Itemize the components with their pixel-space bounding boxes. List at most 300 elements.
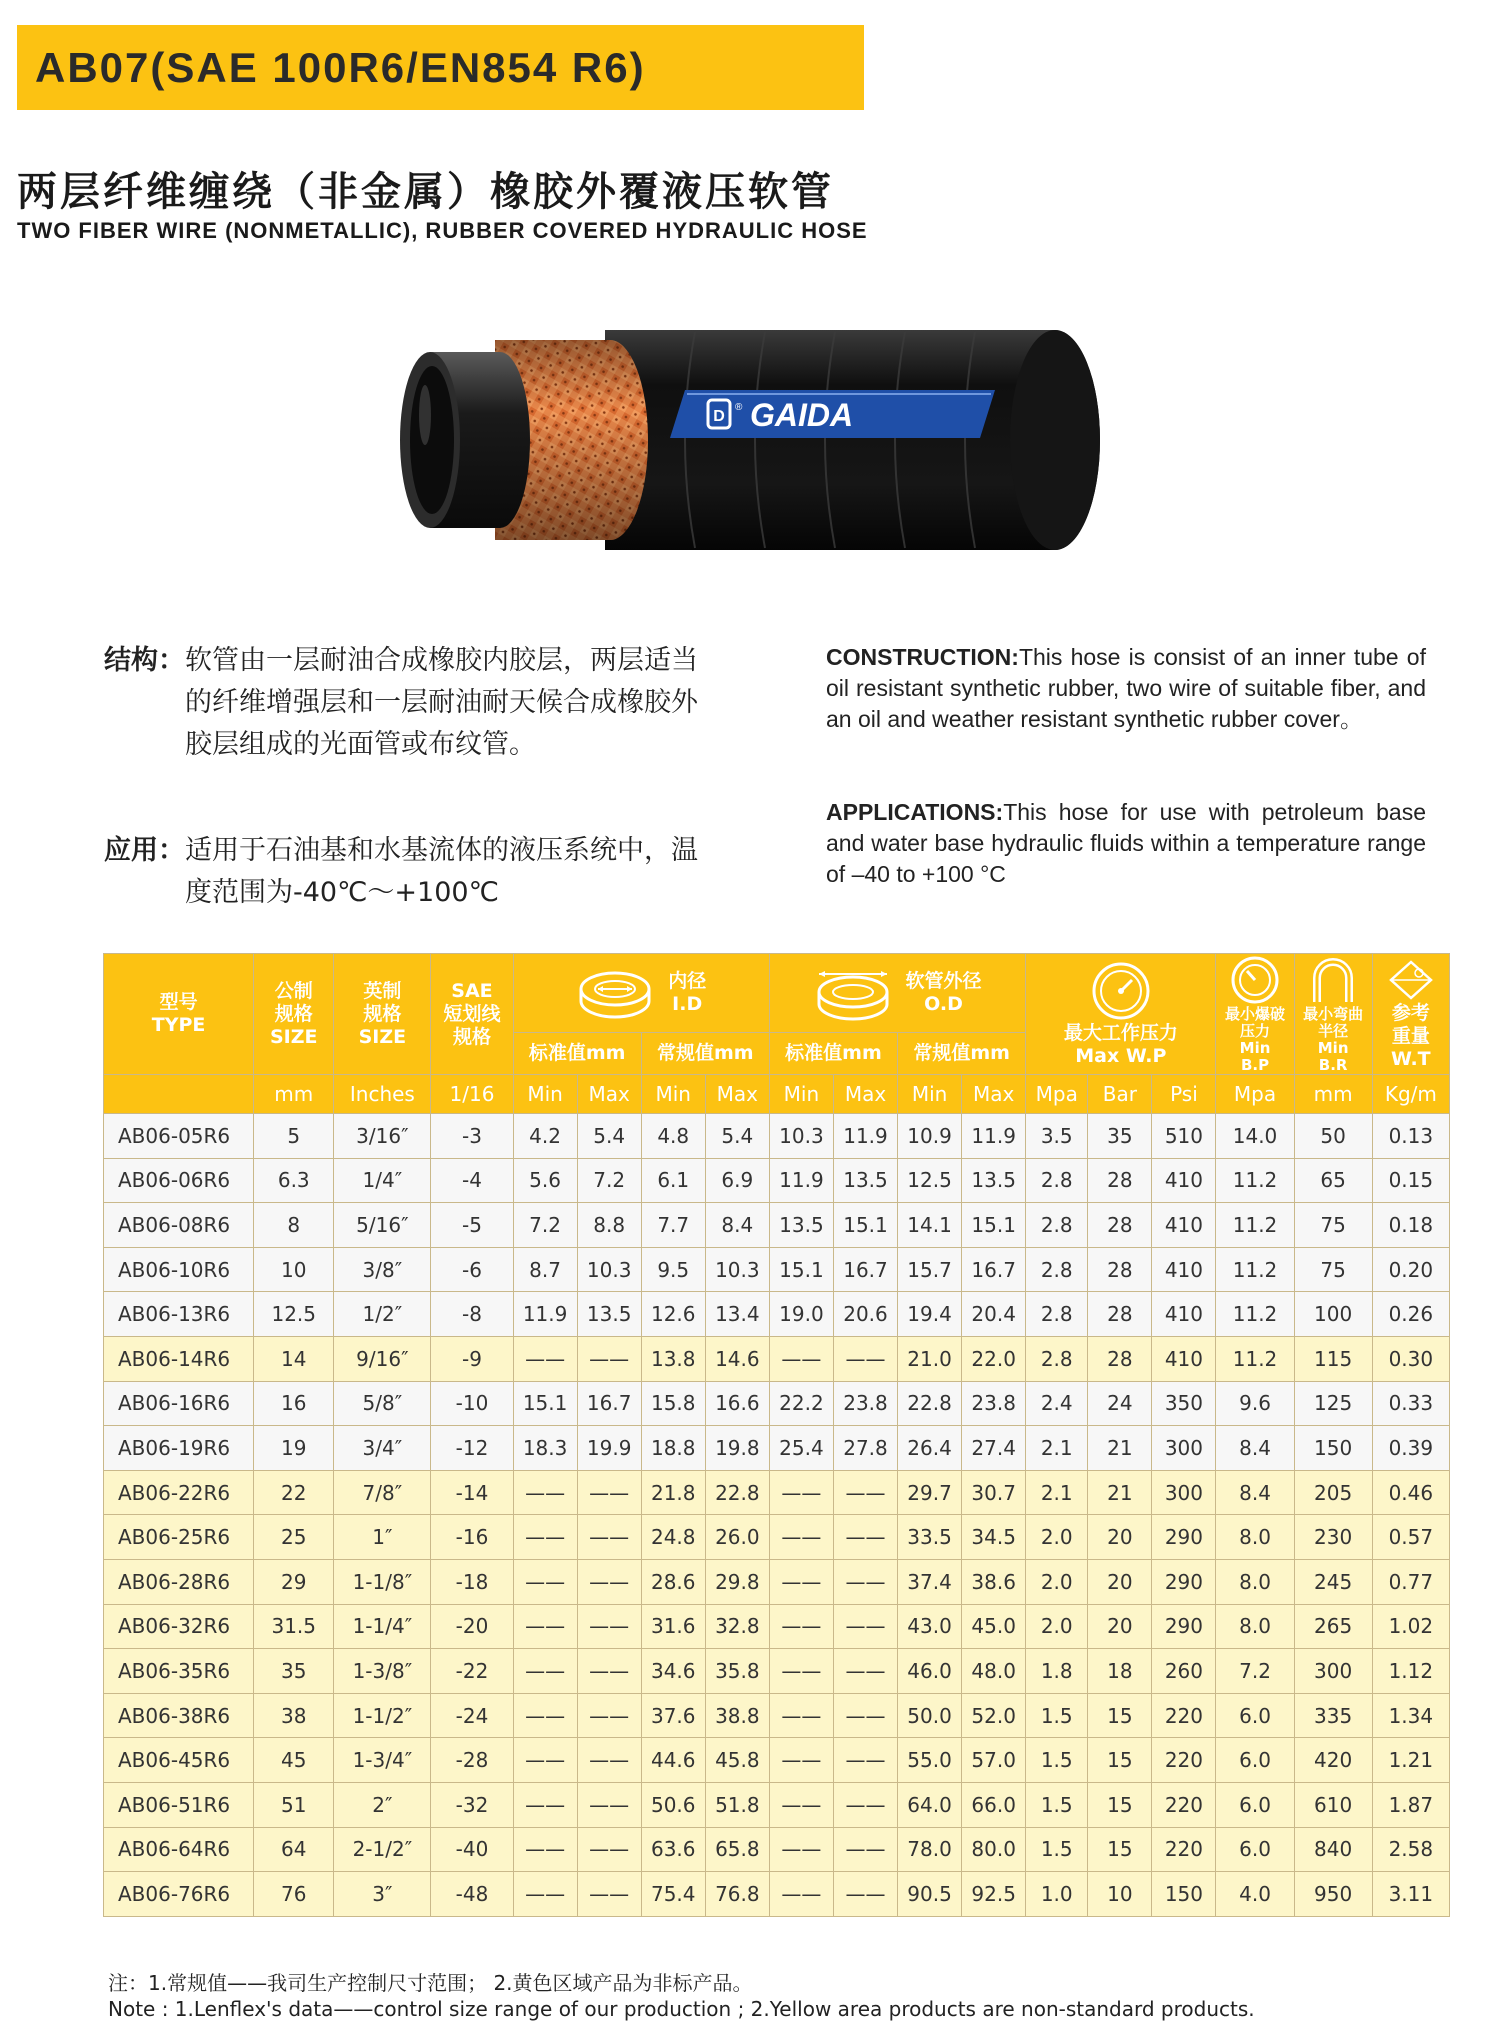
table-cell: -4 <box>431 1158 513 1203</box>
table-cell: 75 <box>1294 1247 1372 1292</box>
table-cell: 33.5 <box>898 1515 962 1560</box>
table-cell: 8 <box>254 1203 334 1248</box>
table-cell: 75.4 <box>641 1872 705 1917</box>
table-cell: 0.15 <box>1372 1158 1449 1203</box>
table-cell: 1.5 <box>1026 1827 1088 1872</box>
construction-text-en: This hose is consist of an inner tube of oil resistant synthetic rubber, two wire of suitable fiber, and an oil and weather resistant synthetic rubber cover。 <box>826 644 1426 732</box>
table-cell: 11.2 <box>1216 1336 1294 1381</box>
table-cell: 0.46 <box>1372 1470 1449 1515</box>
table-cell: 2.1 <box>1026 1426 1088 1471</box>
table-cell: 50.6 <box>641 1782 705 1827</box>
table-cell: 410 <box>1152 1336 1216 1381</box>
table-cell: 15 <box>1088 1782 1152 1827</box>
construction-text-cn: 软管由一层耐油合成橡胶内胶层，两层适当的纤维增强层和一层耐油耐天候合成橡胶外胶层组成的光面管或布纹管。 <box>185 645 698 760</box>
table-cell: -28 <box>431 1738 513 1783</box>
product-title-cn: 两层纤维缠绕（非金属）橡胶外覆液压软管 <box>17 169 834 215</box>
table-cell: 10.9 <box>898 1114 962 1159</box>
table-cell: —— <box>577 1693 641 1738</box>
table-cell: 2.8 <box>1026 1247 1088 1292</box>
inner-diameter-icon <box>576 967 654 1019</box>
table-cell: 15 <box>1088 1827 1152 1872</box>
table-cell: 24 <box>1088 1381 1152 1426</box>
table-cell: —— <box>513 1872 577 1917</box>
outer-diameter-icon <box>814 964 892 1022</box>
table-row <box>104 1604 1450 1649</box>
applications-label-cn: 应用： <box>104 835 185 866</box>
table-cell: -16 <box>431 1515 513 1560</box>
table-cell: 4.2 <box>513 1114 577 1159</box>
table-cell: 19.4 <box>898 1292 962 1337</box>
table-cell: 64.0 <box>898 1782 962 1827</box>
table-cell: 12.5 <box>254 1292 334 1337</box>
table-cell: 8.0 <box>1216 1515 1294 1560</box>
table-cell: 5.4 <box>705 1114 769 1159</box>
table-cell: 9.5 <box>641 1247 705 1292</box>
table-cell: 8.4 <box>1216 1426 1294 1471</box>
table-cell: 14.0 <box>1216 1114 1294 1159</box>
table-cell: 37.6 <box>641 1693 705 1738</box>
table-cell: 290 <box>1152 1559 1216 1604</box>
unit-cell: Min <box>898 1075 962 1114</box>
table-cell: —— <box>769 1470 833 1515</box>
table-cell: 45.8 <box>705 1738 769 1783</box>
table-cell: 28 <box>1088 1336 1152 1381</box>
table-cell: 19.9 <box>577 1426 641 1471</box>
table-cell: 18 <box>1088 1649 1152 1694</box>
table-cell: 11.2 <box>1216 1247 1294 1292</box>
table-cell: 3.11 <box>1372 1872 1449 1917</box>
table-cell: -6 <box>431 1247 513 1292</box>
table-cell: 125 <box>1294 1381 1372 1426</box>
table-cell: —— <box>833 1738 897 1783</box>
hose-illustration <box>395 320 1120 560</box>
construction-label-cn: 结构： <box>104 645 185 676</box>
table-cell: 0.30 <box>1372 1336 1449 1381</box>
table-cell: 27.4 <box>962 1426 1026 1471</box>
note-en: Note : 1.Lenflex's data——control size range of our production ; 2.Yellow area products are non-standard products. <box>108 1997 1255 2021</box>
table-cell: 78.0 <box>898 1827 962 1872</box>
table-row <box>104 1649 1450 1694</box>
type-cell: AB06-45R6 <box>104 1738 254 1783</box>
table-cell: —— <box>833 1470 897 1515</box>
table-cell: —— <box>769 1336 833 1381</box>
table-cell: 950 <box>1294 1872 1372 1917</box>
applications-text-cn: 适用于石油基和水基流体的液压系统中，温度范围为-40℃～+100℃ <box>185 835 698 908</box>
table-cell: 66.0 <box>962 1782 1026 1827</box>
table-cell: 840 <box>1294 1827 1372 1872</box>
table-row <box>104 1158 1450 1203</box>
table-cell: 1-1/2″ <box>334 1693 431 1738</box>
table-cell: -20 <box>431 1604 513 1649</box>
table-cell: 0.20 <box>1372 1247 1449 1292</box>
table-cell: 3″ <box>334 1872 431 1917</box>
table-cell: 0.77 <box>1372 1559 1449 1604</box>
table-cell: 18.8 <box>641 1426 705 1471</box>
header-wp-group <box>1026 954 1216 1075</box>
table-cell: 1.02 <box>1372 1604 1449 1649</box>
table-cell: —— <box>513 1649 577 1694</box>
table-cell: —— <box>769 1649 833 1694</box>
unit-cell: mm <box>254 1075 334 1114</box>
bend-radius-icon <box>1307 954 1359 1006</box>
table-cell: 1-1/8″ <box>334 1559 431 1604</box>
unit-cell: Max <box>962 1075 1026 1114</box>
table-cell: 350 <box>1152 1381 1216 1426</box>
table-cell: 610 <box>1294 1782 1372 1827</box>
table-cell: 48.0 <box>962 1649 1026 1694</box>
table-cell: 2.4 <box>1026 1381 1088 1426</box>
table-cell: —— <box>769 1782 833 1827</box>
table-cell: 13.5 <box>577 1292 641 1337</box>
table-cell: 43.0 <box>898 1604 962 1649</box>
table-cell: 28 <box>1088 1203 1152 1248</box>
table-cell: 15 <box>1088 1693 1152 1738</box>
table-cell: -48 <box>431 1872 513 1917</box>
table-cell: 32.8 <box>705 1604 769 1649</box>
table-cell: 44.6 <box>641 1738 705 1783</box>
table-cell: 15.1 <box>769 1247 833 1292</box>
construction-cn <box>104 640 714 766</box>
table-row <box>104 1470 1450 1515</box>
table-cell: 50.0 <box>898 1693 962 1738</box>
table-cell: 19 <box>254 1426 334 1471</box>
model-banner <box>17 25 864 110</box>
table-cell: 11.9 <box>513 1292 577 1337</box>
table-cell: —— <box>769 1738 833 1783</box>
table-cell: 29 <box>254 1559 334 1604</box>
table-cell: 220 <box>1152 1693 1216 1738</box>
table-cell: 57.0 <box>962 1738 1026 1783</box>
unit-cell: Max <box>577 1075 641 1114</box>
applications-label-en: APPLICATIONS: <box>826 799 1004 825</box>
header-inch-size: 英制 规格 SIZE <box>334 954 431 1075</box>
table-cell: 5/16″ <box>334 1203 431 1248</box>
table-cell: 22.8 <box>705 1470 769 1515</box>
header-sae-dash: SAE 短划线 规格 <box>431 954 513 1075</box>
table-cell: —— <box>577 1782 641 1827</box>
table-cell: 14 <box>254 1336 334 1381</box>
table-cell: 65 <box>1294 1158 1372 1203</box>
table-cell: 0.26 <box>1372 1292 1449 1337</box>
table-cell: 7.7 <box>641 1203 705 1248</box>
type-cell: AB06-51R6 <box>104 1782 254 1827</box>
table-cell: —— <box>577 1470 641 1515</box>
table-cell: 76.8 <box>705 1872 769 1917</box>
table-cell: 5.4 <box>577 1114 641 1159</box>
table-cell: 28 <box>1088 1292 1152 1337</box>
table-cell: -8 <box>431 1292 513 1337</box>
table-row <box>104 1426 1450 1471</box>
table-cell: —— <box>577 1649 641 1694</box>
table-cell: 20.6 <box>833 1292 897 1337</box>
table-cell: 290 <box>1152 1604 1216 1649</box>
table-cell: 5 <box>254 1114 334 1159</box>
table-cell: 34.6 <box>641 1649 705 1694</box>
table-cell: 75 <box>1294 1203 1372 1248</box>
table-cell: 90.5 <box>898 1872 962 1917</box>
table-cell: 8.8 <box>577 1203 641 1248</box>
table-cell: 11.9 <box>769 1158 833 1203</box>
header-type: 型号 TYPE <box>104 954 254 1075</box>
table-cell: 260 <box>1152 1649 1216 1694</box>
table-cell: 335 <box>1294 1693 1372 1738</box>
table-cell: 265 <box>1294 1604 1372 1649</box>
table-cell: 10.3 <box>705 1247 769 1292</box>
unit-cell: Max <box>833 1075 897 1114</box>
pressure-gauge-icon <box>1090 960 1152 1022</box>
table-cell: 10.3 <box>577 1247 641 1292</box>
table-cell: 20 <box>1088 1604 1152 1649</box>
table-cell: 21 <box>1088 1426 1152 1471</box>
table-cell: 21.8 <box>641 1470 705 1515</box>
table-cell: 29.7 <box>898 1470 962 1515</box>
table-cell: 6.9 <box>705 1158 769 1203</box>
table-cell: 300 <box>1152 1470 1216 1515</box>
table-cell: 2.58 <box>1372 1827 1449 1872</box>
table-cell: 20 <box>1088 1515 1152 1560</box>
table-cell: 1.5 <box>1026 1782 1088 1827</box>
table-cell: 1.0 <box>1026 1872 1088 1917</box>
header-od-reg: 常规值mm <box>898 1032 1026 1074</box>
table-cell: 50 <box>1294 1114 1372 1159</box>
table-cell: 230 <box>1294 1515 1372 1560</box>
table-cell: 8.4 <box>1216 1470 1294 1515</box>
table-cell: 290 <box>1152 1515 1216 1560</box>
unit-cell: 1/16 <box>431 1075 513 1114</box>
table-cell: 1.87 <box>1372 1782 1449 1827</box>
table-cell: —— <box>577 1738 641 1783</box>
table-cell: 15 <box>1088 1738 1152 1783</box>
table-cell: —— <box>833 1649 897 1694</box>
type-cell: AB06-76R6 <box>104 1872 254 1917</box>
table-cell: 420 <box>1294 1738 1372 1783</box>
unit-cell: Min <box>641 1075 705 1114</box>
table-cell: —— <box>769 1872 833 1917</box>
table-cell: 0.13 <box>1372 1114 1449 1159</box>
table-cell: —— <box>577 1336 641 1381</box>
table-cell: —— <box>577 1827 641 1872</box>
table-cell: 80.0 <box>962 1827 1026 1872</box>
table-cell: 24.8 <box>641 1515 705 1560</box>
type-cell: AB06-64R6 <box>104 1827 254 1872</box>
table-cell: 11.9 <box>962 1114 1026 1159</box>
table-cell: —— <box>769 1604 833 1649</box>
table-cell: 13.4 <box>705 1292 769 1337</box>
type-cell: AB06-05R6 <box>104 1114 254 1159</box>
table-cell: 2.8 <box>1026 1203 1088 1248</box>
table-cell: 245 <box>1294 1559 1372 1604</box>
table-cell: 410 <box>1152 1292 1216 1337</box>
brand-logo-text: GAIDA <box>750 397 854 433</box>
header-metric-size: 公制 规格 SIZE <box>254 954 334 1075</box>
table-cell: -3 <box>431 1114 513 1159</box>
header-wt: 参考 重量 W.T <box>1391 1001 1431 1070</box>
unit-cell: Kg/m <box>1372 1075 1449 1114</box>
table-cell: 15.7 <box>898 1247 962 1292</box>
table-cell: 3/16″ <box>334 1114 431 1159</box>
table-cell: -12 <box>431 1426 513 1471</box>
unit-cell: Mpa <box>1216 1075 1294 1114</box>
table-cell: 13.8 <box>641 1336 705 1381</box>
table-cell: 51.8 <box>705 1782 769 1827</box>
table-cell: —— <box>513 1604 577 1649</box>
table-cell: 9.6 <box>1216 1381 1294 1426</box>
table-row <box>104 1515 1450 1560</box>
table-cell: -10 <box>431 1381 513 1426</box>
table-cell: 6.0 <box>1216 1827 1294 1872</box>
table-cell: 2.1 <box>1026 1470 1088 1515</box>
table-cell: 16.7 <box>962 1247 1026 1292</box>
table-cell: —— <box>833 1827 897 1872</box>
table-cell: 55.0 <box>898 1738 962 1783</box>
header-od: 软管外径 O.D <box>905 969 982 1015</box>
table-cell: 30.7 <box>962 1470 1026 1515</box>
applications-cn <box>104 830 714 914</box>
type-cell: AB06-35R6 <box>104 1649 254 1694</box>
spec-table <box>103 953 1450 1917</box>
table-cell: 1.12 <box>1372 1649 1449 1694</box>
header-id: 内径 I.D <box>668 969 707 1015</box>
table-cell: —— <box>577 1872 641 1917</box>
table-cell: 46.0 <box>898 1649 962 1694</box>
table-cell: 28 <box>1088 1158 1152 1203</box>
table-cell: —— <box>513 1559 577 1604</box>
header-wt-group <box>1372 954 1449 1075</box>
table-cell: 18.3 <box>513 1426 577 1471</box>
table-cell: 51 <box>254 1782 334 1827</box>
table-cell: 16.7 <box>833 1247 897 1292</box>
table-row <box>104 1559 1450 1604</box>
table-cell: 4.8 <box>641 1114 705 1159</box>
table-cell: —— <box>769 1827 833 1872</box>
table-row <box>104 1872 1450 1917</box>
table-cell: 38.8 <box>705 1693 769 1738</box>
table-cell: 28 <box>1088 1247 1152 1292</box>
weight-icon <box>1385 958 1437 1002</box>
type-cell: AB06-22R6 <box>104 1470 254 1515</box>
table-cell: 21.0 <box>898 1336 962 1381</box>
header-id-group <box>513 954 769 1033</box>
table-cell: 1-3/8″ <box>334 1649 431 1694</box>
table-cell: 15.1 <box>962 1203 1026 1248</box>
header-br-group <box>1294 954 1372 1075</box>
header-br: 最小弯曲 半径 Min B.R <box>1303 1005 1364 1074</box>
table-cell: 150 <box>1152 1872 1216 1917</box>
table-cell: 25.4 <box>769 1426 833 1471</box>
table-cell: 220 <box>1152 1782 1216 1827</box>
table-cell: 14.6 <box>705 1336 769 1381</box>
header-od-group <box>769 954 1025 1033</box>
table-cell: 12.6 <box>641 1292 705 1337</box>
table-cell: 13.5 <box>833 1158 897 1203</box>
table-cell: 115 <box>1294 1336 1372 1381</box>
type-cell: AB06-25R6 <box>104 1515 254 1560</box>
table-cell: 16.7 <box>577 1381 641 1426</box>
table-cell: 19.8 <box>705 1426 769 1471</box>
table-row <box>104 1782 1450 1827</box>
table-cell: 34.5 <box>962 1515 1026 1560</box>
table-cell: 1.34 <box>1372 1693 1449 1738</box>
table-cell: 7.2 <box>577 1158 641 1203</box>
table-cell: 410 <box>1152 1247 1216 1292</box>
table-cell: 0.57 <box>1372 1515 1449 1560</box>
table-row <box>104 1693 1450 1738</box>
table-cell: -32 <box>431 1782 513 1827</box>
table-cell: 7.2 <box>1216 1649 1294 1694</box>
table-cell: 3/8″ <box>334 1247 431 1292</box>
table-cell: 220 <box>1152 1738 1216 1783</box>
table-cell: 410 <box>1152 1158 1216 1203</box>
table-cell: —— <box>577 1559 641 1604</box>
table-cell: —— <box>513 1738 577 1783</box>
table-cell: 38.6 <box>962 1559 1026 1604</box>
table-cell: —— <box>577 1604 641 1649</box>
unit-cell: Mpa <box>1026 1075 1088 1114</box>
table-cell: —— <box>833 1604 897 1649</box>
header-id-std: 标准值mm <box>513 1032 641 1074</box>
table-cell: 3.5 <box>1026 1114 1088 1159</box>
table-cell: 45 <box>254 1738 334 1783</box>
table-cell: 1-3/4″ <box>334 1738 431 1783</box>
table-cell: 5/8″ <box>334 1381 431 1426</box>
table-cell: 7.2 <box>513 1203 577 1248</box>
table-cell: -40 <box>431 1827 513 1872</box>
table-cell: 300 <box>1294 1649 1372 1694</box>
table-cell: 35.8 <box>705 1649 769 1694</box>
table-cell: -24 <box>431 1693 513 1738</box>
table-cell: 5.6 <box>513 1158 577 1203</box>
table-cell: 64 <box>254 1827 334 1872</box>
units-row <box>104 1075 1450 1114</box>
type-cell: AB06-10R6 <box>104 1247 254 1292</box>
table-cell: 9/16″ <box>334 1336 431 1381</box>
table-cell: 6.0 <box>1216 1738 1294 1783</box>
table-cell: 52.0 <box>962 1693 1026 1738</box>
type-cell: AB06-16R6 <box>104 1381 254 1426</box>
table-cell: 22.8 <box>898 1381 962 1426</box>
table-cell: 300 <box>1152 1426 1216 1471</box>
table-cell: 15.8 <box>641 1381 705 1426</box>
unit-cell: Inches <box>334 1075 431 1114</box>
construction-label-en: CONSTRUCTION: <box>826 644 1019 670</box>
table-cell: 1.5 <box>1026 1738 1088 1783</box>
header-id-reg: 常规值mm <box>641 1032 769 1074</box>
table-cell: 2.8 <box>1026 1336 1088 1381</box>
table-cell: 63.6 <box>641 1827 705 1872</box>
type-cell: AB06-06R6 <box>104 1158 254 1203</box>
table-cell: 8.7 <box>513 1247 577 1292</box>
table-cell: 20.4 <box>962 1292 1026 1337</box>
table-cell: 31.6 <box>641 1604 705 1649</box>
table-cell: —— <box>833 1336 897 1381</box>
table-cell: 12.5 <box>898 1158 962 1203</box>
table-cell: 76 <box>254 1872 334 1917</box>
table-cell: 1.5 <box>1026 1693 1088 1738</box>
table-cell: -14 <box>431 1470 513 1515</box>
construction-en <box>826 642 1426 735</box>
table-cell: -18 <box>431 1559 513 1604</box>
table-cell: —— <box>769 1559 833 1604</box>
table-cell: 2.0 <box>1026 1515 1088 1560</box>
table-cell: —— <box>577 1515 641 1560</box>
table-cell: —— <box>513 1470 577 1515</box>
type-cell: AB06-19R6 <box>104 1426 254 1471</box>
table-cell: 2.8 <box>1026 1158 1088 1203</box>
table-cell: -9 <box>431 1336 513 1381</box>
table-cell: 16.6 <box>705 1381 769 1426</box>
table-cell: 100 <box>1294 1292 1372 1337</box>
table-cell: 11.2 <box>1216 1292 1294 1337</box>
